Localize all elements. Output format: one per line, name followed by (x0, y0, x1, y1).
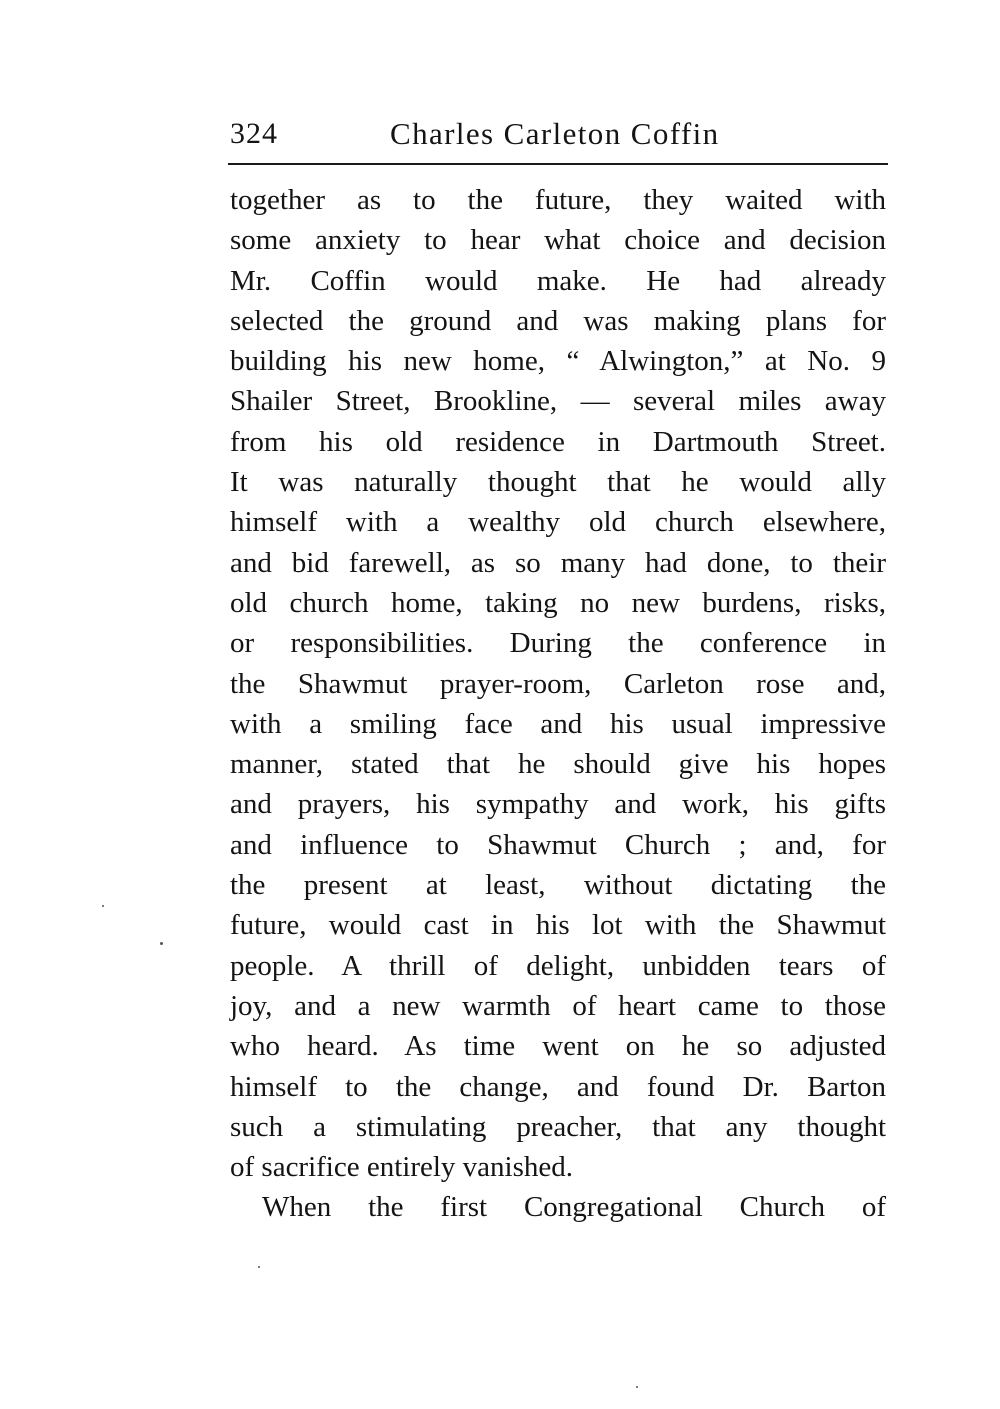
text-line: who heard. As time went on he so adjusted (230, 1030, 886, 1063)
scan-speck (636, 1386, 638, 1388)
scan-speck (102, 905, 104, 907)
text-line: of sacrifice entirely vanished. (230, 1151, 574, 1184)
text-line: himself to the change, and found Dr. Barton (230, 1070, 886, 1103)
text-line: building his new home, “ Alwington,” at No. 9 (230, 345, 886, 378)
text-line: himself with a wealthy old church elsewhere, (230, 506, 886, 539)
text-line: joy, and a new warmth of heart came to those (230, 989, 886, 1022)
page-number: 324 (230, 117, 278, 150)
text-line: future, would cast in his lot with the Shawmut (230, 909, 886, 942)
text-line: Mr. Coffin would make. He had already (230, 264, 886, 297)
header-rule (228, 163, 888, 165)
text-line: some anxiety to hear what choice and decision (230, 224, 886, 257)
text-line: and prayers, his sympathy and work, his gifts (230, 788, 886, 821)
scan-speck (160, 942, 163, 945)
text-line: the present at least, without dictating the (230, 869, 886, 902)
text-line-paragraph-start: When the first Congregational Church of (262, 1191, 886, 1224)
text-line: selected the ground and was making plans for (230, 304, 886, 337)
text-line: and bid farewell, as so many had done, to their (230, 546, 886, 579)
text-line: old church home, taking no new burdens, risks, (230, 586, 886, 619)
text-line: such a stimulating preacher, that any thought (230, 1110, 886, 1143)
running-head (230, 112, 887, 156)
text-line: It was naturally thought that he would ally (230, 466, 886, 499)
text-line: manner, stated that he should give his hopes (230, 748, 886, 781)
text-line: with a smiling face and his usual impressive (230, 707, 886, 740)
scan-speck (258, 1266, 260, 1268)
text-line: together as to the future, they waited with (230, 184, 886, 216)
body-text (230, 180, 886, 1228)
text-line: people. A thrill of delight, unbidden tears of (230, 949, 886, 982)
text-line: the Shawmut prayer-room, Carleton rose and, (230, 667, 886, 700)
running-title: Charles Carleton Coffin (390, 116, 720, 151)
text-line: and influence to Shawmut Church ; and, for (230, 828, 886, 861)
text-line: from his old residence in Dartmouth Street. (230, 425, 886, 458)
text-line: Shailer Street, Brookline, — several miles away (230, 385, 886, 418)
text-line: or responsibilities. During the conference in (230, 627, 886, 660)
